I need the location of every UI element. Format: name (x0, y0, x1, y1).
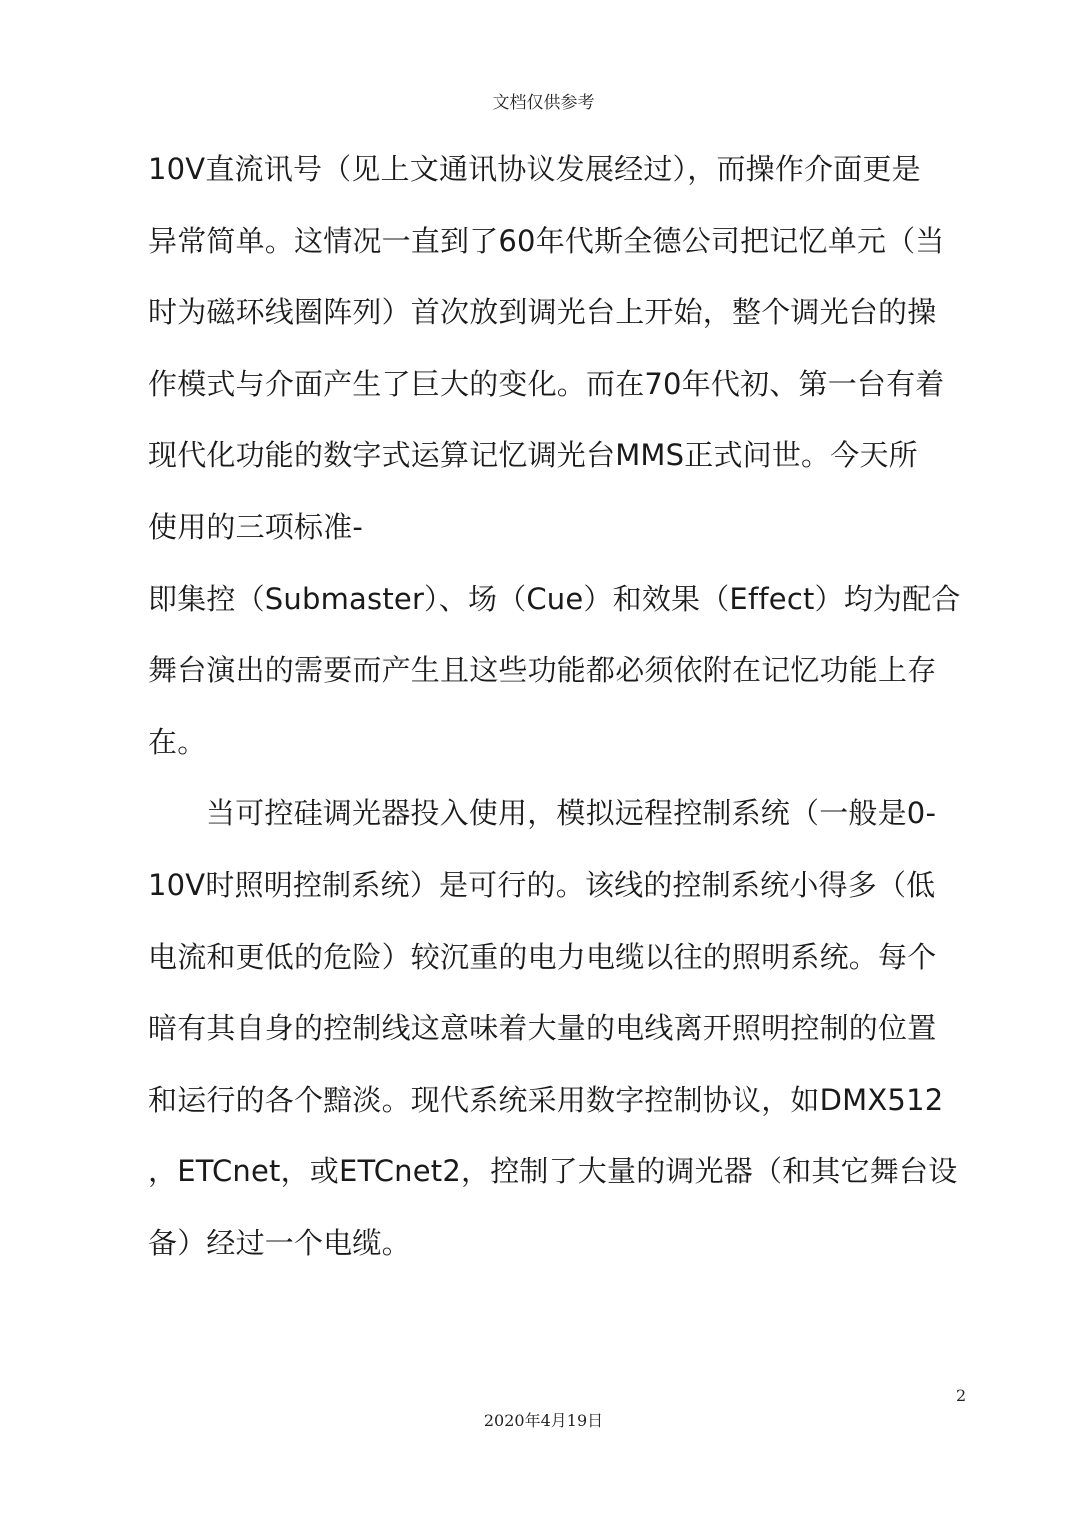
body-text (148, 140, 968, 1286)
text-line: 即集控（Submaster）、场（Cue）和效果（Effect）均为配合 (148, 581, 961, 616)
page-header: 文档仅供参考 (492, 93, 595, 113)
paragraph-start-line: 当可控硅调光器投入使用，模拟远程控制系统（一般是0- (206, 796, 937, 831)
text-line: 10V时照明控制系统）是可行的。该线的控制系统小得多（低 (148, 867, 936, 902)
text-line: 舞台演出的需要而产生且这些功能都必须依附在记忆功能上存 (148, 653, 937, 688)
text-line: 10V直流讯号（见上文通讯协议发展经过），而操作介面更是 (148, 152, 921, 186)
text-line: 异常简单。这情况一直到了60年代斯全德公司把记忆单元（当 (148, 223, 945, 258)
text-line: 作模式与介面产生了巨大的变化。而在70年代初、第一台有着 (148, 366, 945, 401)
page-footer-date: 2020年4月19日 (483, 1411, 604, 1430)
text-line: 使用的三项标准- (148, 509, 364, 544)
text-line: 电流和更低的危险）较沉重的电力电缆以往的照明系统。每个 (148, 939, 937, 974)
text-line: 时为磁环线圈阵列）首次放到调光台上开始，整个调光台的操 (148, 295, 937, 330)
page-number: 2 (956, 1386, 967, 1405)
text-line: 暗有其自身的控制线这意味着大量的电线离开照明控制的位置 (148, 1011, 937, 1046)
text-line: 在。 (148, 724, 207, 759)
text-line: 现代化功能的数字式运算记忆调光台MMS正式问世。今天所 (148, 438, 918, 473)
text-line: 备）经过一个电缆。 (148, 1225, 411, 1260)
text-line: 和运行的各个黯淡。现代系统采用数字控制协议，如DMX512 (148, 1082, 944, 1117)
text-line: ，ETCnet，或ETCnet2，控制了大量的调光器（和其它舞台设 (148, 1154, 958, 1189)
